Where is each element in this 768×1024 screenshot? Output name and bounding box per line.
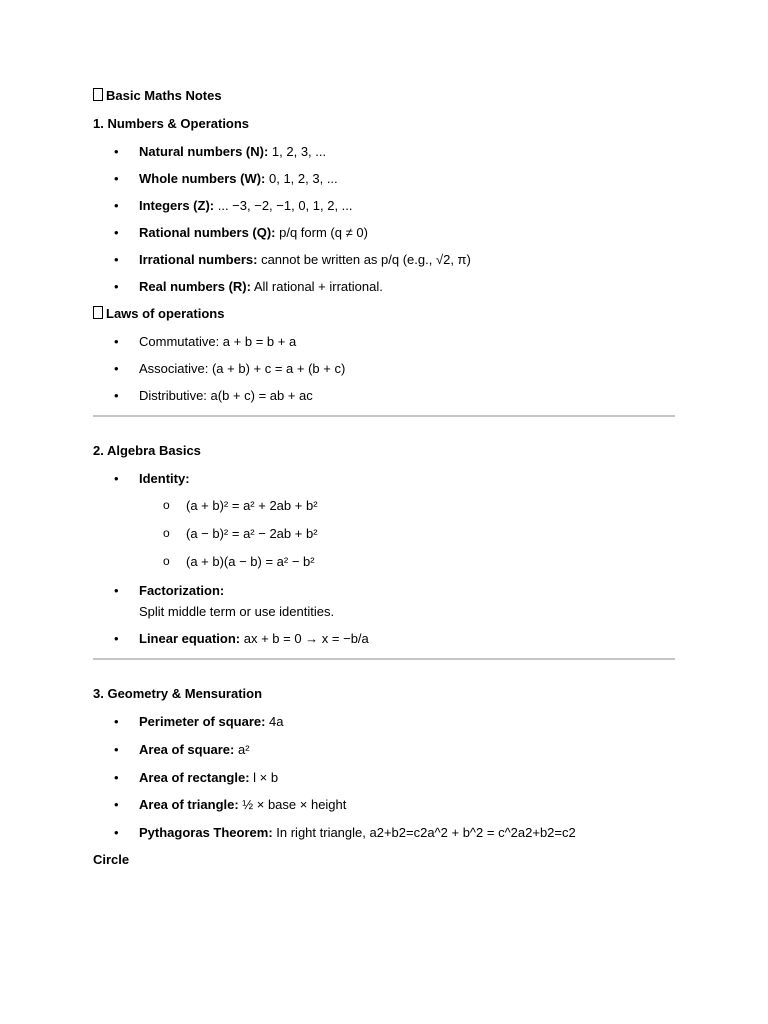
circle-bullet-icon: o xyxy=(163,554,170,568)
item-text: 1, 2, 3, ... xyxy=(268,144,327,159)
section3-heading: 3. Geometry & Mensuration xyxy=(93,686,263,701)
item-text: 0, 1, 2, 3, ... xyxy=(265,171,338,186)
bullet-icon: • xyxy=(114,471,119,486)
item-text: ½ × base × height xyxy=(238,797,347,812)
linear-label: Linear equation: xyxy=(139,631,241,646)
bullet-icon: • xyxy=(114,797,119,812)
item-label: Natural numbers (N): xyxy=(139,144,269,159)
item-text: ... −3, −2, −1, 0, 1, 2, ... xyxy=(214,198,353,213)
circle-bullet-icon: o xyxy=(163,498,170,512)
list-item xyxy=(93,524,675,543)
numbers-list xyxy=(93,142,675,296)
bullet-icon: • xyxy=(114,583,119,598)
law-text: Associative: (a + b) + c = a + (b + c) xyxy=(139,361,346,376)
bullet-icon: • xyxy=(114,825,119,840)
list-item xyxy=(93,469,675,488)
linear-text: ax + b = 0 → x = −b/a xyxy=(240,631,369,646)
item-label: Integers (Z): xyxy=(139,198,215,213)
identity-label: Identity: xyxy=(139,471,190,486)
item-label: Perimeter of square: xyxy=(139,714,266,729)
item-text: a² xyxy=(234,742,250,757)
list-item xyxy=(93,629,675,648)
item-label: Area of square: xyxy=(139,742,235,757)
bullet-icon: • xyxy=(114,770,119,785)
item-label: Pythagoras Theorem: xyxy=(139,825,273,840)
identity-text: (a + b)(a − b) = a² − b² xyxy=(186,554,315,569)
list-item xyxy=(93,250,675,269)
list-item xyxy=(93,332,675,351)
item-label: Real numbers (R): xyxy=(139,279,251,294)
item-text: 4a xyxy=(265,714,284,729)
bullet-icon: • xyxy=(114,361,119,376)
law-text: Distributive: a(b + c) = ab + ac xyxy=(139,388,313,403)
list-item xyxy=(93,768,675,787)
identity-sublist xyxy=(93,496,675,571)
bullet-icon: • xyxy=(114,388,119,403)
bullet-icon: • xyxy=(114,171,119,186)
document-title: Basic Maths Notes xyxy=(106,88,222,103)
item-label: Area of rectangle: xyxy=(139,770,250,785)
bullet-icon: • xyxy=(114,742,119,757)
list-item xyxy=(93,581,675,621)
laws-heading-line xyxy=(93,304,675,323)
bullet-icon: • xyxy=(114,631,119,646)
missing-glyph-icon xyxy=(93,306,103,319)
list-item xyxy=(93,712,675,731)
list-item xyxy=(93,740,675,759)
identity-text: (a − b)² = a² − 2ab + b² xyxy=(186,526,318,541)
bullet-icon: • xyxy=(114,225,119,240)
identity-text: (a + b)² = a² + 2ab + b² xyxy=(186,498,318,513)
circle-heading: Circle xyxy=(93,852,130,867)
bullet-icon: • xyxy=(114,144,119,159)
bullet-icon: • xyxy=(114,334,119,349)
bullet-icon: • xyxy=(114,252,119,267)
list-item xyxy=(93,359,675,378)
missing-glyph-icon xyxy=(93,88,103,101)
factorization-text: Split middle term or use identities. xyxy=(139,604,335,619)
item-text: All rational + irrational. xyxy=(250,279,383,294)
bullet-icon: • xyxy=(114,198,119,213)
section1-heading: 1. Numbers & Operations xyxy=(93,116,250,131)
item-label: Area of triangle: xyxy=(139,797,239,812)
item-label: Irrational numbers: xyxy=(139,252,258,267)
list-item xyxy=(93,223,675,242)
document-title-line xyxy=(93,86,675,105)
algebra-list xyxy=(93,469,675,488)
list-item xyxy=(93,795,675,814)
list-item xyxy=(93,169,675,188)
document-content xyxy=(93,86,675,869)
factorization-label: Factorization: xyxy=(139,583,225,598)
item-text: cannot be written as p/q (e.g., √2, π) xyxy=(257,252,471,267)
item-text: In right triangle, a2+b2=c2a^2 + b^2 = c^2a2+b2=c2 xyxy=(272,825,576,840)
list-item xyxy=(93,496,675,515)
item-label: Whole numbers (W): xyxy=(139,171,266,186)
item-label: Rational numbers (Q): xyxy=(139,225,276,240)
section2-heading: 2. Algebra Basics xyxy=(93,443,201,458)
list-item xyxy=(93,277,675,296)
bullet-icon: • xyxy=(114,714,119,729)
list-item xyxy=(93,823,675,842)
list-item xyxy=(93,552,675,571)
list-item xyxy=(93,196,675,215)
item-text: l × b xyxy=(249,770,279,785)
list-item xyxy=(93,386,675,405)
law-text: Commutative: a + b = b + a xyxy=(139,334,297,349)
geometry-list xyxy=(93,712,675,842)
bullet-icon: • xyxy=(114,279,119,294)
circle-bullet-icon: o xyxy=(163,526,170,540)
list-item xyxy=(93,142,675,161)
laws-list xyxy=(93,332,675,405)
laws-heading: Laws of operations xyxy=(106,306,225,321)
algebra-list-continued xyxy=(93,581,675,648)
item-text: p/q form (q ≠ 0) xyxy=(275,225,368,240)
